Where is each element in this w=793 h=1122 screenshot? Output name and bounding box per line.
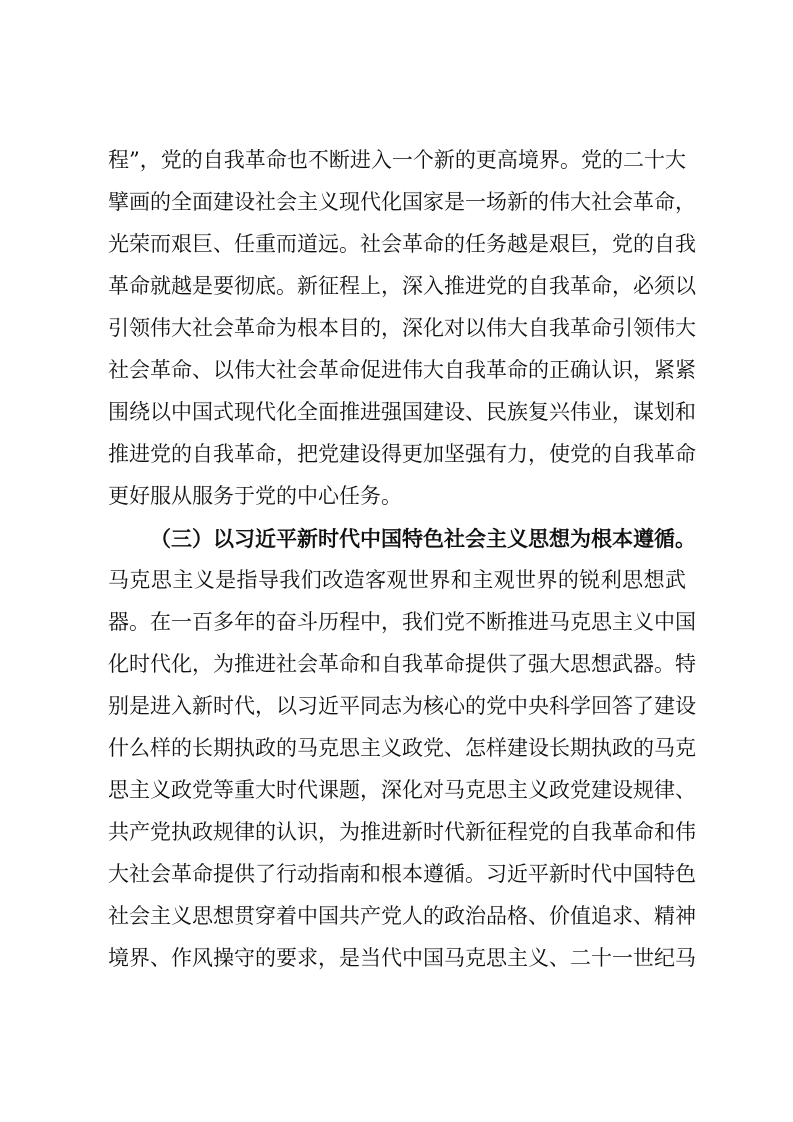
text-line: 大社会革命提供了行动指南和根本遵循。习近平新时代中国特色 [108, 862, 696, 886]
text-line: 围绕以中国式现代化全面推进强国建设、民族复兴伟业，谋划和 [108, 400, 696, 424]
text-line: 社会革命、以伟大社会革命促进伟大自我革命的正确认识，紧紧 [108, 358, 696, 382]
text-line: 引领伟大社会革命为根本目的，深化对以伟大自我革命引领伟大 [108, 316, 696, 340]
text-line: 思主义政党等重大时代课题，深化对马克思主义政党建设规律、 [108, 778, 696, 802]
text-line: 境界、作风操守的要求，是当代中国马克思主义、二十一世纪马 [108, 946, 696, 970]
text-line: 擘画的全面建设社会主义现代化国家是一场新的伟大社会革命， [108, 190, 696, 214]
text-line: 器。在一百多年的奋斗历程中，我们党不断推进马克思主义中国 [108, 610, 696, 634]
text-line: 化时代化，为推进社会革命和自我革命提供了强大思想武器。特 [108, 652, 696, 676]
section-heading: （三）以习近平新时代中国特色社会主义思想为根本遵循。 [150, 526, 696, 551]
text-line: 什么样的长期执政的马克思主义政党、怎样建设长期执政的马克 [108, 736, 696, 760]
text-line: 程”，党的自我革命也不断进入一个新的更高境界。党的二十大 [108, 148, 686, 172]
text-line: 马克思主义是指导我们改造客观世界和主观世界的锐利思想武 [108, 568, 686, 592]
text-line: 共产党执政规律的认识，为推进新时代新征程党的自我革命和伟 [108, 820, 696, 844]
text-line: 更好服从服务于党的中心任务。 [108, 484, 402, 508]
text-line: 社会主义思想贯穿着中国共产党人的政治品格、价值追求、精神 [108, 904, 696, 928]
text-line: 别是进入新时代，以习近平同志为核心的党中央科学回答了建设 [108, 694, 696, 718]
text-line: 光荣而艰巨、任重而道远。社会革命的任务越是艰巨，党的自我 [108, 232, 696, 256]
text-line: 推进党的自我革命，把党建设得更加坚强有力，使党的自我革命 [108, 442, 696, 466]
text-line: 革命就越是要彻底。新征程上，深入推进党的自我革命，必须以 [108, 274, 696, 298]
